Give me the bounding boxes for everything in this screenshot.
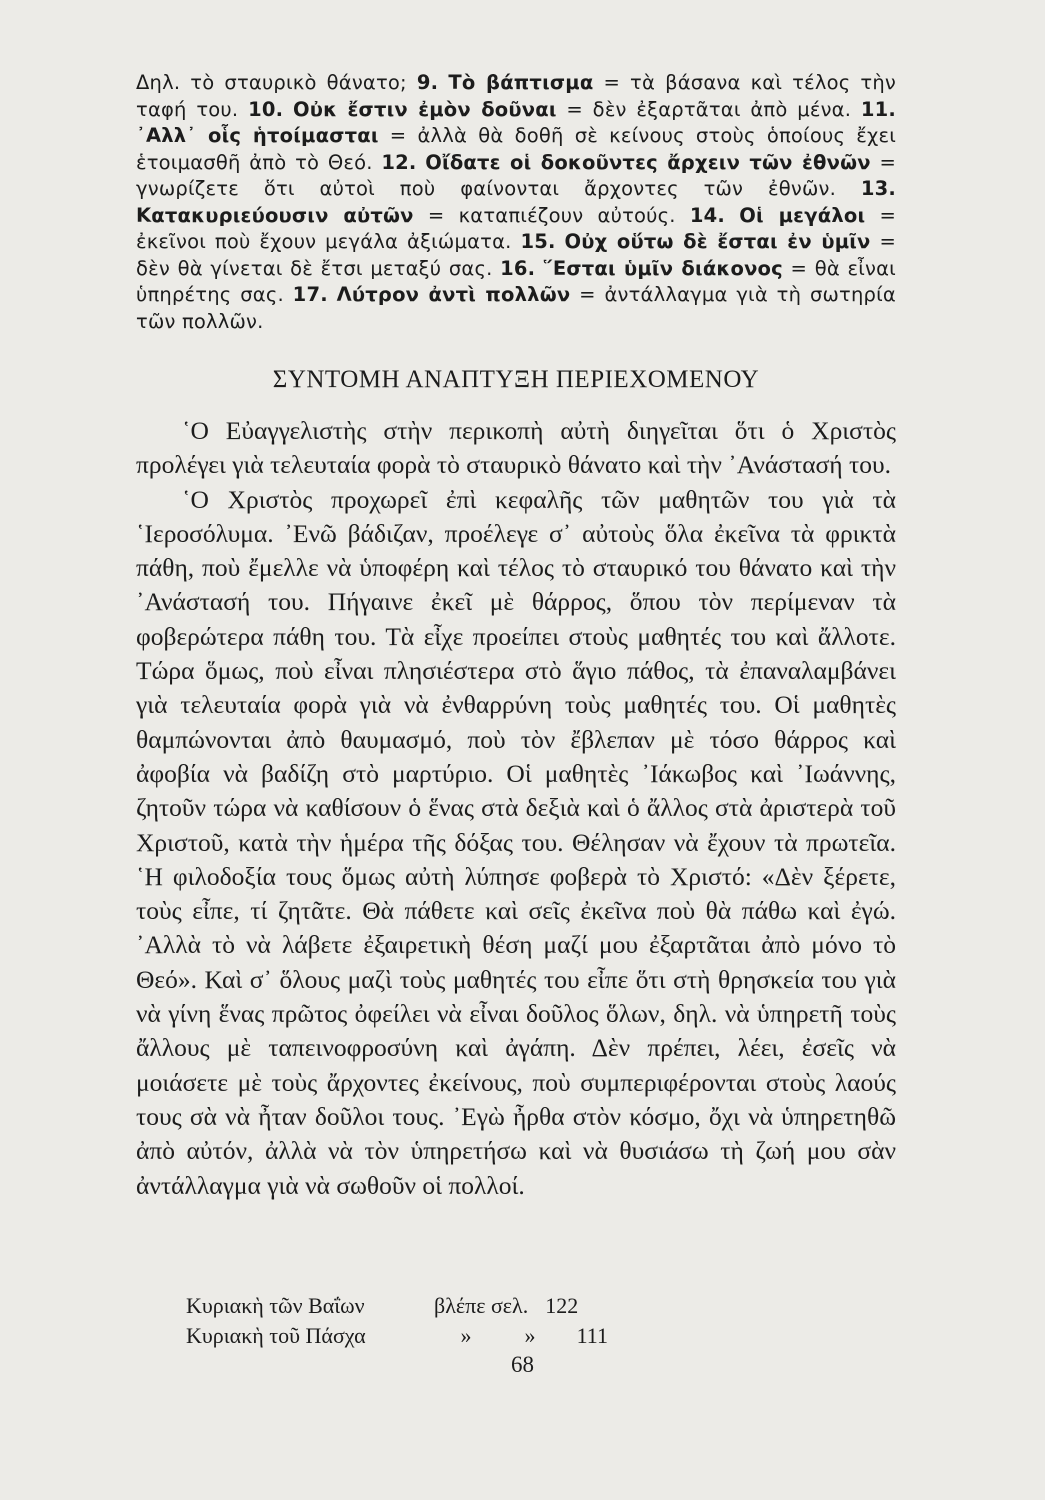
- note-number: 11.: [860, 97, 897, 121]
- note-number: 9.: [416, 71, 439, 94]
- note-text: = θὰ εἶναι ὑπηρέτης σας.: [136, 256, 896, 306]
- note-number: 13.: [860, 177, 896, 200]
- ditto-mark: »: [460, 1323, 472, 1348]
- note-text: = δὲν θὰ γίνεται δὲ ἔτσι μεταξύ σας.: [136, 230, 896, 280]
- note-prefix: Δηλ. τὸ σταυρικὸ θάνατο;: [136, 71, 407, 94]
- reference-label: Κυριακὴ τῶν Βαΐων: [186, 1293, 365, 1318]
- cross-references: [186, 1291, 608, 1351]
- note-number: 14.: [689, 203, 726, 227]
- reference-page: 111: [576, 1323, 608, 1348]
- note-text: = τὰ βάσανα καὶ τέλος τὴν ταφή του.: [136, 71, 896, 121]
- note-number: 12.: [381, 150, 417, 174]
- note-term: ῞Εσται ὑμῖν διάκονος: [542, 256, 783, 280]
- note-term: Λύτρον ἀντὶ πολλῶν: [336, 283, 571, 306]
- note-text: = καταπιέζουν αὐτούς.: [427, 203, 676, 227]
- section-title: ΣΥΝΤΟΜΗ ΑΝΑΠΤΥΞΗ ΠΕΡΙΕΧΟΜΕΝΟΥ: [272, 366, 760, 393]
- reference-label: Κυριακὴ τοῦ Πάσχα: [186, 1323, 366, 1348]
- note-term: Οἱ μεγάλοι: [739, 203, 866, 227]
- note-term: Κατακυριεύουσιν αὐτῶν: [136, 203, 414, 227]
- page-number: 68: [511, 1352, 534, 1377]
- note-term: ᾿Αλλ᾿ οἷς ἡτοίμασται: [136, 124, 379, 147]
- summary-body: [136, 414, 896, 1203]
- note-number: 17.: [292, 283, 328, 306]
- reference-page: 122: [545, 1293, 579, 1318]
- note-text: = δὲν ἐξαρτᾶται ἀπὸ μένα.: [566, 97, 852, 121]
- reference-row: [186, 1321, 608, 1351]
- note-term: Τὸ βάπτισμα: [448, 71, 594, 94]
- note-term: Οἴδατε οἱ δοκοῦντες ἄρχειν τῶν ἐθνῶν: [425, 150, 871, 174]
- note-text: = ἀλλὰ θὰ δοθῆ σὲ κείνους στοὺς ὁποίους ἔχει ἑτοιμασθῆ ἀπὸ τὸ Θεό.: [136, 124, 896, 174]
- note-term: Οὐκ ἔστιν ἐμὸν δοῦναι: [292, 97, 557, 121]
- glossary-notes: [136, 70, 896, 335]
- reference-see: βλέπε σελ.: [434, 1293, 529, 1318]
- note-number: 16.: [500, 256, 536, 280]
- note-number: 15.: [520, 230, 556, 253]
- reference-row: [186, 1291, 608, 1321]
- note-number: 10.: [248, 97, 284, 121]
- ditto-mark: »: [524, 1323, 536, 1348]
- paragraph: ῾Ο Εὐαγγελιστὴς στὴν περικοπὴ αὐτὴ διηγεῖται ὅτι ὁ Χριστὸς προλέγει γιὰ τελευταία φορὰ τὸ σταυρικὸ θάνατο καὶ τὴν ᾿Ανάστασή του.: [136, 416, 896, 480]
- note-text: = ἀντάλλαγμα γιὰ τὴ σωτηρία τῶν πολλῶν.: [136, 283, 896, 333]
- note-term: Οὐχ οὕτω δὲ ἔσται ἐν ὑμῖν: [564, 230, 871, 253]
- note-text: = γνωρίζετε ὅτι αὐτοὶ ποὺ φαίνονται ἄρχοντες τῶν ἐθνῶν.: [136, 150, 896, 200]
- paragraph: ῾Ο Χριστὸς προχωρεῖ ἐπὶ κεφαλῆς τῶν μαθητῶν του γιὰ τὰ ῾Ιεροσόλυμα. ᾿Ενῶ βάδιζαν, προέλεγε σ᾿ αὐτοὺς ὅλα ἐκεῖνα τὰ φρικτὰ πάθη, ποὺ ἔμελλε νὰ ὑποφέρη καὶ τέλος τὸ σταυρικό του θάνατο καὶ τὴν ᾿Ανάστασή του. Πήγαινε ἐκεῖ μὲ θάρρος, ὅπου τὸν περίμεναν τὰ φοβερώτερα πάθη του. Τὰ εἶχε προείπει στοὺς μαθητές του καὶ ἄλλοτε. Τώρα ὅμως, ποὺ εἶναι πλησιέστερα στὸ ἅγιο πάθος, τὰ ἐπαναλαμβάνει γιὰ τελευταία φορὰ γιὰ νὰ ἐνθαρρύνη τοὺς μαθητές του. Οἱ μαθητὲς θαμπώνονται ἀπὸ θαυμασμό, ποὺ τὸν ἔβλεπαν μὲ τόσο θάρρος καὶ ἀφοβία νὰ βαδίζη στὸ μαρτύριο. Οἱ μαθητὲς ᾿Ιάκωβος καὶ ᾿Ιωάννης, ζητοῦν τώρα νὰ καθίσουν ὁ ἕνας στὰ δεξιὰ καὶ ὁ ἄλλος στὰ ἀριστερὰ τοῦ Χριστοῦ, κατὰ τὴν ἡμέρα τῆς δόξας του. Θέλησαν νὰ ἔχουν τὰ πρωτεῖα. ῾Η φιλοδοξία τους ὅμως αὐτὴ λύπησε φοβερὰ τὸ Χριστό: «Δὲν ξέρετε, τοὺς εἶπε, τί ζητᾶτε. Θὰ πάθετε καὶ σεῖς ἐκεῖνα ποὺ θὰ πάθω καὶ ἐγώ. ᾿Αλλὰ τὸ νὰ λάβετε ἐξαιρετικὴ θέση μαζί μου ἐξαρτᾶται ἀπὸ μόνο τὸ Θεό». Καὶ σ᾿ ὅλους μαζὶ τοὺς μαθητές του εἶπε ὅτι στὴ θρησκεία του γιὰ νὰ γίνη ἕνας πρῶτος ὀφείλει νὰ εἶναι δοῦλος ὅλων, δηλ. νὰ ὑπηρετῆ τοὺς ἄλλους μὲ ταπεινοφροσύνη καὶ ἀγάπη. Δὲν πρέπει, λέει, ἐσεῖς νὰ μοιάσετε μὲ τοὺς ἄρχοντες ἐκείνους, ποὺ συμπεριφέρονται στοὺς λαούς τους σὰ νὰ ἦταν δοῦλοι τους. ᾿Εγὼ ἦρθα στὸν κόσμο, ὄχι νὰ ὑπηρετηθῶ ἀπὸ αὐτόν, ἀλλὰ νὰ τὸν ὑπηρετήσω καὶ νὰ θυσιάσω τὴ ζωή μου σὰν ἀντάλλαγμα γιὰ νὰ σωθοῦν οἱ πολλοί.: [136, 484, 896, 1200]
- note-text: = ἐκεῖνοι ποὺ ἔχουν μεγάλα ἀξιώματα.: [136, 203, 897, 253]
